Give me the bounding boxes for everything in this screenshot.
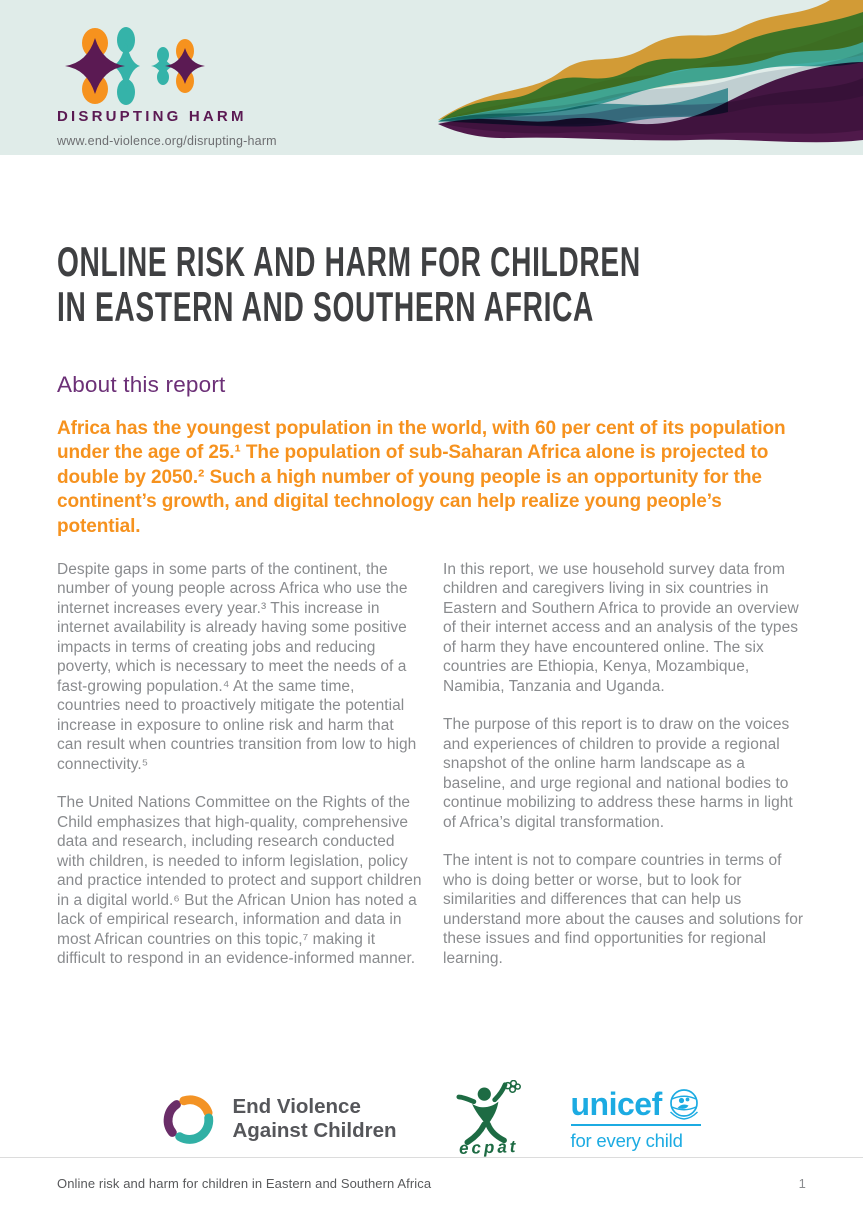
end-violence-ring-icon xyxy=(162,1091,218,1147)
unicef-divider xyxy=(571,1124,701,1126)
body-paragraph: The United Nations Committee on the Rights of the Child emphasizes that high-quality, comprehensive data and research, including research conducted with children, is needed to inform legislation, policy and practice intended to protect and support children in a digital world.⁶ But the African Union has noted a lack of empirical research, information and data in most African countries on this topic,⁷ making it difficult to respond in an evidence-informed manner. xyxy=(57,794,422,968)
page-title-line-1: ONLINE RISK AND HARM FOR CHILDREN xyxy=(57,238,641,285)
footer-divider xyxy=(0,1157,863,1158)
body-paragraph: The purpose of this report is to draw on the voices and experiences of children to provide a regional snapshot of the online harm landscape as a baseline, and urge regional and national bodies to continue mobilizing to address these harms in light of Africa’s digital transformation. xyxy=(443,716,793,831)
body-column-right xyxy=(443,560,808,988)
disrupting-harm-logo-icon xyxy=(63,26,213,106)
page-title xyxy=(57,239,808,329)
brand-block xyxy=(57,26,277,148)
body-paragraph: Despite gaps in some parts of the continent, the number of young people across Africa who use the internet increases every year.³ This increase in internet availability is already having some positive impacts in terms of creating jobs and reducing poverty, which is necessary to meet the needs of a fast-growing population.⁴ At the same time, countries need to proactively mitigate the potential increase in exposure to online risk and harm that can result when countries transition from low to high connectivity.⁵ xyxy=(57,560,417,773)
footer xyxy=(57,1176,806,1191)
lead-paragraph: Africa has the youngest population in the world, with 60 per cent of its population under the age of 25.¹ The population of sub-Saharan Africa alone is projected to double by 2050.² Such a high number of young people is an opportunity for the continent’s growth, and digital technology can help realize young people’s potential. xyxy=(57,417,786,538)
unicef-wordmark: unicef xyxy=(570,1085,662,1122)
partner-logos xyxy=(0,1080,863,1158)
brand-url-link[interactable]: www.end-violence.org/disrupting-harm xyxy=(57,134,277,148)
body-column-left xyxy=(57,560,422,988)
end-violence-line-1: End Violence xyxy=(232,1094,361,1118)
body-paragraph: The intent is not to compare countries in terms of who is doing better or worse, but to look for similarities and differences that can help us understand more about the causes and solutions for these issues and find opportunities for regional learning. xyxy=(443,852,804,967)
end-violence-line-2: Against Children xyxy=(232,1119,397,1142)
brand-title: DISRUPTING HARM xyxy=(57,108,247,125)
page-number: 1 xyxy=(798,1176,806,1191)
ecpat-wordmark: ecpat xyxy=(458,1136,519,1159)
ecpat-child-icon xyxy=(455,1080,523,1146)
ecpat-logo xyxy=(441,1080,537,1158)
body-columns xyxy=(57,560,808,988)
header-waves-icon xyxy=(430,0,863,145)
footer-running-title: Online risk and harm for children in Eastern and Southern Africa xyxy=(57,1176,432,1191)
section-heading: About this report xyxy=(57,372,226,397)
main-content xyxy=(57,155,808,988)
unicef-logo xyxy=(571,1087,701,1152)
page-title-line-2: IN EASTERN AND SOUTHERN AFRICA xyxy=(57,283,595,330)
unicef-tagline: for every child xyxy=(570,1129,683,1151)
body-paragraph: In this report, we use household survey data from children and caregivers living in six countries in Eastern and Southern Africa to provide an overview of their internet access and an analysis of the types of harm they have encountered online. The six countries are Ethiopia, Kenya, Mozambique, Namibia, Tanzania and Uganda. xyxy=(443,560,799,695)
end-violence-wordmark xyxy=(232,1095,396,1144)
end-violence-logo xyxy=(162,1091,396,1147)
masthead xyxy=(0,0,863,155)
unicef-emblem-icon xyxy=(667,1087,701,1121)
